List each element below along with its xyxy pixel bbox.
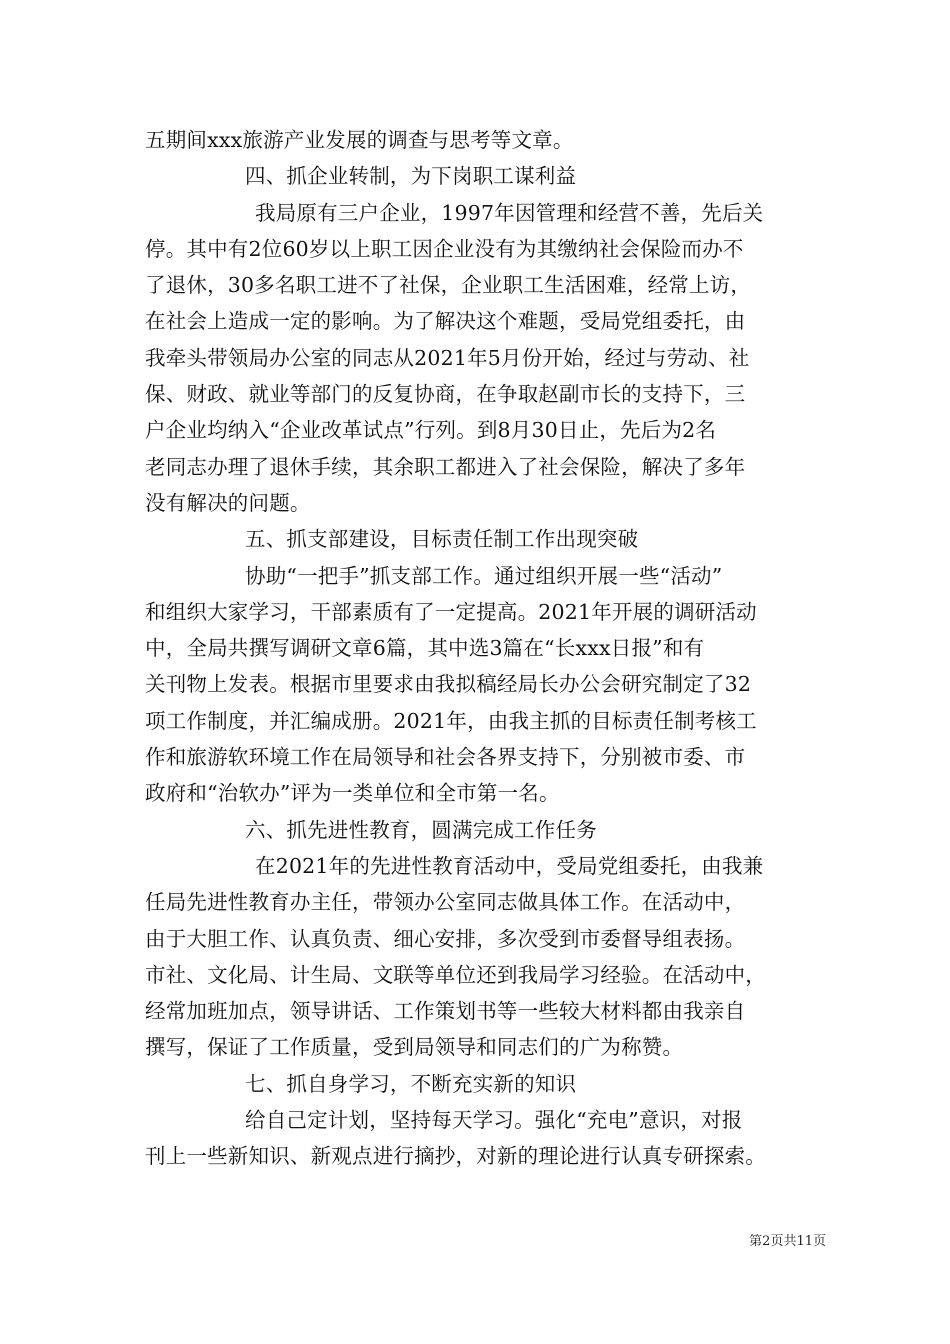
text-line: 七、抓自身学习，不断充实新的知识 <box>245 1071 577 1096</box>
text-line: 撰写，保证了工作质量，受到局领导和同志们的广为称赞。 <box>145 1035 684 1060</box>
page-number-footer: 第2页共11页 <box>749 1234 826 1249</box>
text-line: 户企业均纳入“企业改革试点”行列。到8月30日止，先后为2名 <box>145 418 717 443</box>
text-line: 六、抓先进性教育，圆满完成工作任务 <box>245 817 597 842</box>
text-line: 和组织大家学习，干部素质有了一定提高。2021年开展的调研活动 <box>145 599 757 624</box>
text-line: 在2021年的先进性教育活动中，受局党组委托，由我兼 <box>255 853 764 878</box>
text-line: 保、财政、就业等部门的反复协商，在争取赵副市长的支持下，三 <box>145 382 746 407</box>
text-line: 项工作制度，并汇编成册。2021年，由我主抓的目标责任制考核工 <box>145 708 757 733</box>
text-line: 我局原有三户企业，1997年因管理和经营不善，先后关 <box>255 200 764 225</box>
text-line: 关刊物上发表。根据市里要求由我拟稿经局长办公会研究制定了32 <box>145 672 752 697</box>
text-line: 老同志办理了退休手续，其余职工都进入了社会保险，解决了多年 <box>145 454 746 479</box>
text-line: 刊上一些新知识、新观点进行摘抄，对新的理论进行认真专研探索。 <box>145 1144 766 1169</box>
text-line: 停。其中有2位60岁以上职工因企业没有为其缴纳社会保险而办不 <box>145 236 744 261</box>
text-line: 市社、文化局、计生局、文联等单位还到我局学习经验。在活动中， <box>145 962 766 987</box>
text-line: 没有解决的问题。 <box>145 490 311 515</box>
text-line: 协助“一把手”抓支部工作。通过组织开展一些“活动” <box>245 563 723 588</box>
text-line: 给自己定计划，坚持每天学习。强化“充电”意识，对报 <box>245 1108 743 1133</box>
text-line: 任局先进性教育办主任，带领办公室同志做具体工作。在活动中， <box>145 890 746 915</box>
text-line: 五期间xxx旅游产业发展的调查与思考等文章。 <box>145 128 574 152</box>
text-line: 在社会上造成一定的影响。为了解决这个难题，受局党组委托，由 <box>145 309 746 334</box>
text-line: 四、抓企业转制，为下岗职工谋利益 <box>245 164 577 189</box>
text-line: 五、抓支部建设，目标责任制工作出现突破 <box>245 527 639 552</box>
text-line: 经常加班加点，领导讲话、工作策划书等一些较大材料都由我亲自 <box>145 999 746 1024</box>
text-line: 我牵头带领局办公室的同志从2021年5月份开始，经过与劳动、社 <box>145 345 750 370</box>
text-line: 作和旅游软环境工作在局领导和社会各界支持下，分别被市委、市 <box>145 745 746 770</box>
text-line: 由于大胆工作、认真负责、细心安排，多次受到市委督导组表扬。 <box>145 926 746 951</box>
document-body <box>145 122 825 1175</box>
text-line: 中，全局共撰写调研文章6篇，其中选3篇在“长xxx日报”和有 <box>145 636 705 661</box>
text-line: 政府和“治软办”评为一类单位和全市第一名。 <box>145 781 560 806</box>
text-line: 了退休，30多名职工进不了社保，企业职工生活困难，经常上访， <box>145 273 752 298</box>
